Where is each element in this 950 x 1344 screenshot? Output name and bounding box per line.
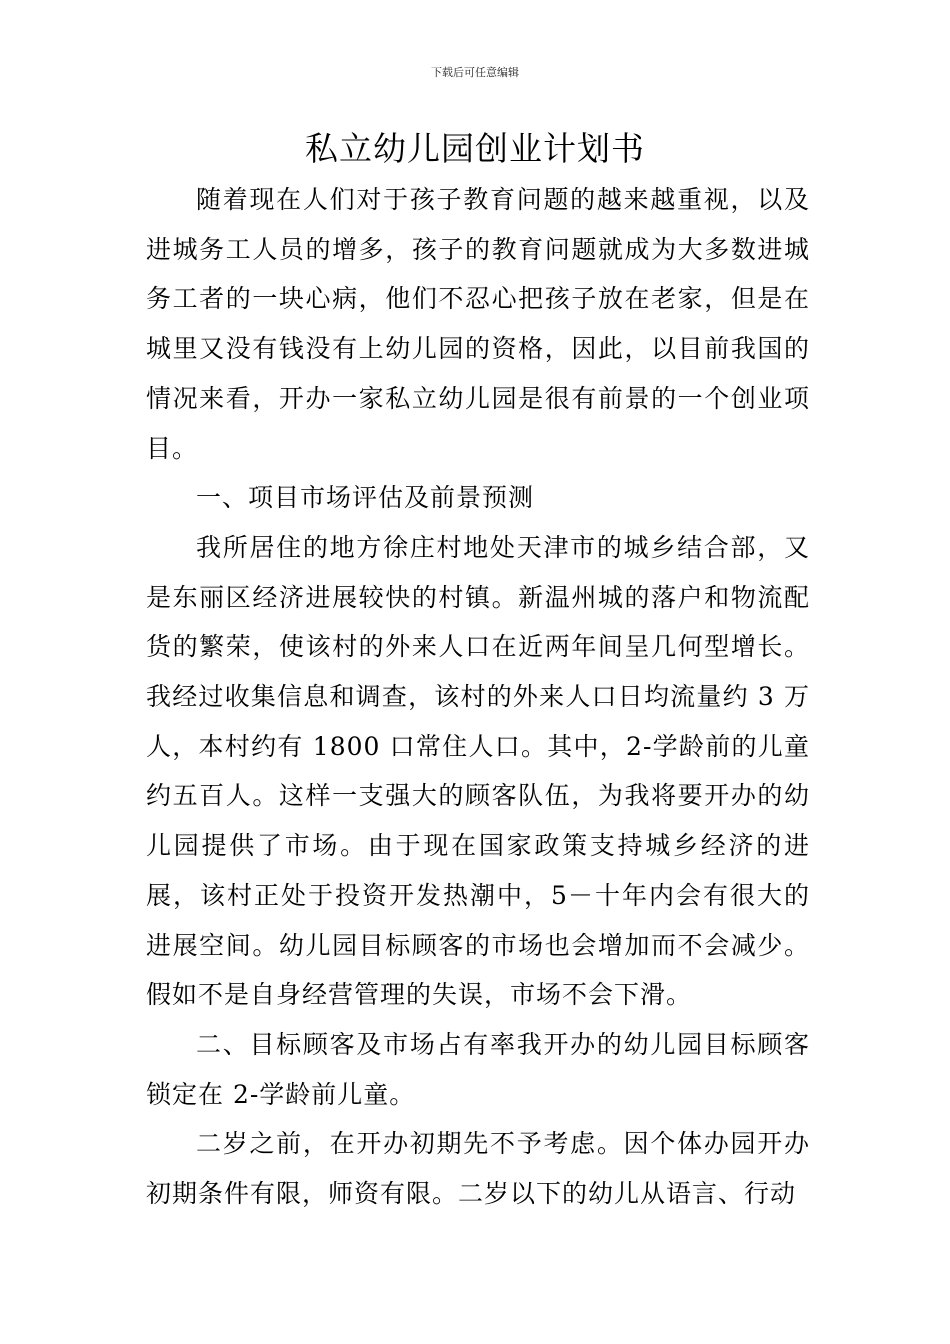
paragraph-age: 二岁之前，在开办初期先不予考虑。因个体办园开办初期条件有限，师资有限。二岁以下的幼儿从语言、行动 (146, 1129, 810, 1209)
document-body (146, 175, 810, 1219)
paragraph-intro: 随着现在人们对于孩子教育问题的越来越重视，以及进城务工人员的增多，孩子的教育问题就成为大多数进城务工者的一块心病，他们不忍心把孩子放在老家，但是在城里又没有钱没有上幼儿园的资格，因此，以目前我国的情况来看，开办一家私立幼儿园是很有前景的一个创业项目。 (146, 185, 810, 463)
header-note: 下载后可任意编辑 (431, 66, 519, 79)
paragraph-market: 我所居住的地方徐庄村地处天津市的城乡结合部，又是东丽区经济进展较快的村镇。新温州城的落户和物流配货的繁荣，使该村的外来人口在近两年间呈几何型增长。我经过收集信息和调查，该村的外来人口日均流量约 3 万人，本村约有 1800 口常住人口。其中，2-学龄前的儿童约五百人。这样一支强大的顾客队伍，为我将要开办的幼儿园提供了市场。由于现在国家政策支持城乡经济的进展，该村正处于投资开发热潮中，5－十年内会有很大的进展空间。幼儿园目标顾客的市场也会增加而不会减少。假如不是自身经营管理的失误，市场不会下滑。 (146, 532, 810, 1010)
section-heading-2: 二、目标顾客及市场占有率我开办的幼儿园目标顾客锁定在 2-学龄前儿童。 (146, 1029, 810, 1109)
section-heading-1: 一、项目市场评估及前景预测 (196, 483, 535, 513)
document-title: 私立幼儿园创业计划书 (305, 129, 645, 168)
